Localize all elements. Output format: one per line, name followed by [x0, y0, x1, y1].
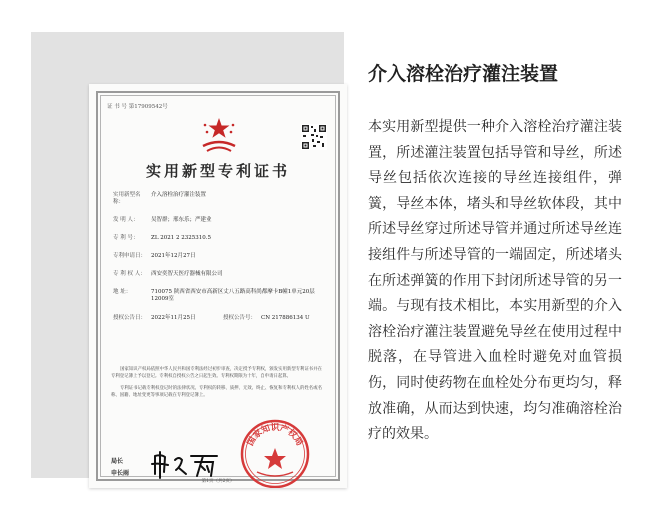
- patent-certificate: [89, 84, 347, 488]
- field-application-date: [113, 253, 328, 260]
- certificate-fields: [113, 192, 328, 333]
- field-label: 专 利 权 人：: [113, 271, 146, 277]
- field-utility-name: [113, 192, 328, 206]
- field-patent-number: [113, 235, 328, 242]
- director-signature: [151, 448, 221, 480]
- field-label: 授权公告号：: [223, 315, 257, 321]
- field-value: 710075 陕西省西安市高新区丈八五路高科尚都摩卡B幢1单元20层12009室: [151, 289, 315, 302]
- field-value: 2021年12月27日: [151, 253, 196, 259]
- certificate-photo: [31, 32, 344, 484]
- product-title: 介入溶栓治疗灌注装置: [368, 63, 559, 85]
- qr-code-icon: [301, 124, 327, 150]
- field-value: 西安奕智天医疗器械有限公司: [151, 271, 223, 277]
- product-description: 本实用新型提供一种介入溶栓治疗灌注装置，所述灌注装置包括导管和导丝，所述导丝包括依次连接的导丝连接组件，弹簧，导丝本体，堵头和导丝软体段，其中所述导丝穿过所述导管并通过所述导丝连接组件与所述导管的一端固定，所述堵头在所述弹簧的作用下封闭所述导管的另一端。与现有技术相比，本实用新型的介入溶栓治疗灌注装置避免导丝在使用过程中脱落，在导管进入血栓时避免对血管损伤，同时使药物在血栓处分布更均匀，释放准确，从而达到快速，均匀准确溶栓治疗的效果。: [368, 119, 622, 443]
- director-labels: [111, 456, 129, 480]
- fine-print-paragraph: 专利证书记载专利权登记时的法律状况。专利权的转移、质押、无效、终止、恢复和专利权人的姓名或名称、国籍、地址变更等事项记载在专利登记簿上。: [111, 386, 322, 398]
- fine-print-paragraph: 国家知识产权局依照中华人民共和国专利法经过初步审查，决定授予专利权，颁发实用新型专利证书并在专利登记簿上予以登记。专利权自授权公告之日起生效。专利权期限为十年，自申请日起算。: [111, 367, 322, 379]
- field-value: ZL 2021 2 2325310.5: [151, 235, 211, 241]
- field-patentee: [113, 271, 328, 278]
- field-label: 授权公告日：: [113, 315, 147, 321]
- svg-text:国家知识产权局: 国家知识产权局: [245, 423, 305, 448]
- field-grant: [113, 315, 328, 322]
- field-value: 介入溶栓治疗灌注装置: [151, 192, 207, 198]
- field-value: 吴智群；邢东乐；严建业: [151, 217, 212, 223]
- field-inventors: [113, 217, 328, 224]
- field-value: CN 217886134 U: [261, 315, 310, 321]
- field-label: 地 址：: [113, 289, 132, 295]
- certificate-footer: 第1页（共2页）: [201, 479, 235, 484]
- field-label: 专 利 号：: [113, 235, 139, 241]
- certificate-fine-print: [111, 366, 325, 404]
- certificate-number: 证 书 号 第17909542号: [107, 104, 168, 110]
- field-label: 发 明 人：: [113, 217, 139, 223]
- field-label: 专利申请日：: [113, 253, 147, 259]
- director-label: 局长: [111, 458, 124, 465]
- field-value: 2022年11月25日: [151, 315, 196, 321]
- certificate-title: 实用新型专利证书: [145, 162, 290, 180]
- field-address: [113, 289, 328, 303]
- field-label: 实用新型名称：: [113, 192, 141, 205]
- director-label-2: 申长雨: [111, 470, 130, 477]
- national-emblem-icon: [199, 116, 239, 154]
